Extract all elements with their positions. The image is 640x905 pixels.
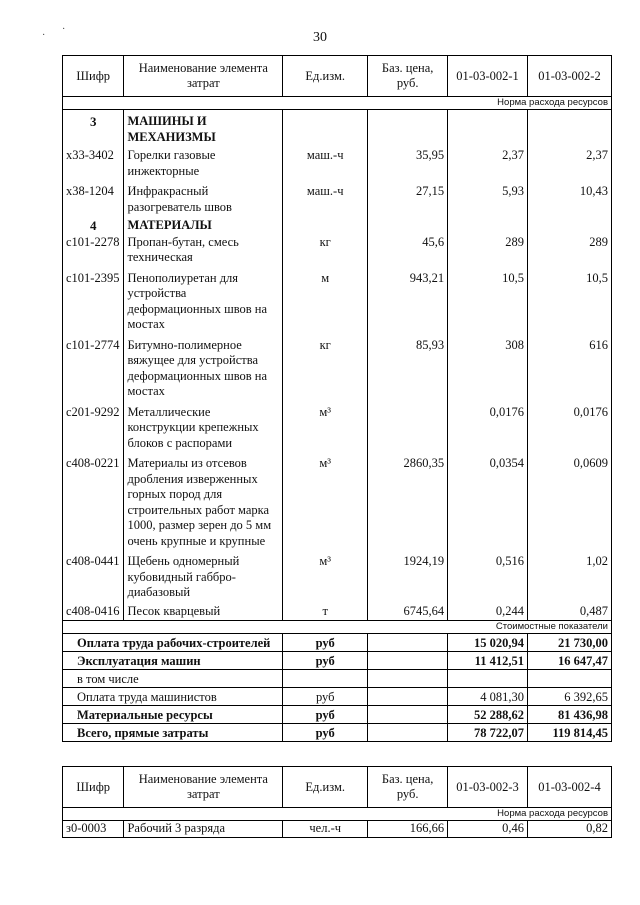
total-unit: руб [283,652,368,670]
row-name: Битумно-полимерное вяжущее для устройства деформационных швов на мостах [124,334,283,401]
header-price: Баз. цена, руб. [368,56,448,97]
row-price [368,401,448,453]
row-value-2: 289 [527,235,611,267]
row-price: 27,15 [368,180,448,216]
total-row [63,634,612,652]
row-unit: чел.-ч [283,821,368,838]
total-value-2: 119 814,45 [527,724,611,742]
section-row [63,216,612,235]
header-unit: Ед.изм. [283,767,368,808]
row-value-2: 10,5 [527,267,611,334]
row-value-2: 2,37 [527,146,611,180]
row-value-1: 0,244 [448,602,528,621]
total-value-2: 16 647,47 [527,652,611,670]
table-row [63,267,612,334]
total-row [63,688,612,706]
row-price: 1924,19 [368,550,448,602]
row-name: Инфракрасный разогреватель швов [124,180,283,216]
header-col2: 01-03-002-2 [527,56,611,97]
total-row [63,724,612,742]
row-price: 2860,35 [368,452,448,550]
cost-label: Стоимостные показатели [63,621,612,634]
total-price-empty [368,652,448,670]
total-unit: руб [283,724,368,742]
row-code: с101-2395 [63,267,124,334]
resource-table [62,55,612,742]
total-unit: руб [283,688,368,706]
total-price-empty [368,634,448,652]
row-code: с101-2774 [63,334,124,401]
table-header-row [63,56,612,97]
row-code: с408-0221 [63,452,124,550]
total-price-empty [368,706,448,724]
row-name: Материалы из отсевов дробления изверженных горных пород для строительных работ марка 1000, размер зерен до 5 мм очень крупные и крупные [124,452,283,550]
row-price [368,110,448,147]
total-value-2: 81 436,98 [527,706,611,724]
row-value-1: 2,37 [448,146,528,180]
row-price: 85,93 [368,334,448,401]
row-unit: м³ [283,550,368,602]
total-price-empty [368,670,448,688]
total-row [63,652,612,670]
row-name: Щебень одномерный кубовидный габбро-диабазовый [124,550,283,602]
header-col1: 01-03-002-1 [448,56,528,97]
row-unit [283,110,368,147]
row-name: Пенополиуретан для устройства деформационных швов на мостах [124,267,283,334]
total-name: Материальные ресурсы [63,706,283,724]
table-row [63,821,612,838]
total-price-empty [368,724,448,742]
row-unit: м³ [283,452,368,550]
row-name: Пропан-бутан, смесь техническая [124,235,283,267]
table-row [63,550,612,602]
total-value-1: 4 081,30 [448,688,528,706]
row-value-2: 0,82 [527,821,611,838]
row-unit: т [283,602,368,621]
row-name: МАШИНЫ И МЕХАНИЗМЫ [124,110,283,147]
row-value-2 [527,216,611,235]
page-number: 30 [313,30,327,45]
total-value-1: 78 722,07 [448,724,528,742]
row-value-2 [527,110,611,147]
row-value-2: 0,487 [527,602,611,621]
row-code: с408-0441 [63,550,124,602]
row-value-1: 0,46 [448,821,528,838]
total-name: Оплата труда рабочих-строителей [63,634,283,652]
row-name: МАТЕРИАЛЫ [124,216,283,235]
row-code: с101-2278 [63,235,124,267]
row-value-1: 289 [448,235,528,267]
header-price: Баз. цена, руб. [368,767,448,808]
row-code: 3 [63,110,124,147]
row-unit: кг [283,334,368,401]
row-code: с201-9292 [63,401,124,453]
total-value-1: 11 412,51 [448,652,528,670]
row-code: з0-0003 [63,821,124,838]
row-unit [283,216,368,235]
total-row [63,670,612,688]
row-value-1 [448,216,528,235]
row-value-1: 10,5 [448,267,528,334]
total-name: в том числе [63,670,283,688]
row-price: 943,21 [368,267,448,334]
table-row [63,452,612,550]
table-row [63,401,612,453]
total-name: Всего, прямые затраты [63,724,283,742]
row-price [368,216,448,235]
row-value-1: 0,0354 [448,452,528,550]
total-value-2 [527,670,611,688]
row-price: 6745,64 [368,602,448,621]
total-value-1: 52 288,62 [448,706,528,724]
row-value-2: 616 [527,334,611,401]
total-value-1: 15 020,94 [448,634,528,652]
row-unit: кг [283,235,368,267]
row-value-2: 1,02 [527,550,611,602]
row-name: Рабочий 3 разряда [124,821,283,838]
total-row [63,706,612,724]
header-unit: Ед.изм. [283,56,368,97]
row-name: Горелки газовые инжекторные [124,146,283,180]
header-col2: 01-03-002-4 [527,767,611,808]
header-code: Шифр [63,767,124,808]
row-value-1: 0,516 [448,550,528,602]
section-row [63,110,612,147]
row-value-2: 0,0609 [527,452,611,550]
scan-dot: · [62,24,66,35]
total-name: Эксплуатация машин [63,652,283,670]
row-value-2: 0,0176 [527,401,611,453]
row-name: Песок кварцевый [124,602,283,621]
total-unit: руб [283,706,368,724]
row-code: х38-1204 [63,180,124,216]
total-value-2: 21 730,00 [527,634,611,652]
table-row [63,146,612,180]
header-name: Наименование элемента затрат [124,767,283,808]
row-unit: м³ [283,401,368,453]
table2-header-row [63,767,612,808]
total-unit [283,670,368,688]
table-row [63,235,612,267]
row-value-2: 10,43 [527,180,611,216]
table-row [63,180,612,216]
total-unit: руб [283,634,368,652]
row-name: Металлические конструкции крепежных блоков с распорами [124,401,283,453]
row-price: 45,6 [368,235,448,267]
total-name: Оплата труда машинистов [63,688,283,706]
row-code: х33-3402 [63,146,124,180]
row-value-1: 0,0176 [448,401,528,453]
row-value-1 [448,110,528,147]
scan-dot: · [42,30,46,41]
row-value-1: 5,93 [448,180,528,216]
table-row [63,334,612,401]
header-col1: 01-03-002-3 [448,767,528,808]
norma-label: Норма расхода ресурсов [63,97,612,110]
header-name: Наименование элемента затрат [124,56,283,97]
header-code: Шифр [63,56,124,97]
row-unit: м [283,267,368,334]
total-price-empty [368,688,448,706]
row-price: 166,66 [368,821,448,838]
row-value-1: 308 [448,334,528,401]
row-code: с408-0416 [63,602,124,621]
norma-label: Норма расхода ресурсов [63,808,612,821]
total-value-2: 6 392,65 [527,688,611,706]
row-unit: маш.-ч [283,146,368,180]
table-row [63,602,612,621]
total-value-1 [448,670,528,688]
row-price: 35,95 [368,146,448,180]
resource-table-2 [62,766,612,838]
row-unit: маш.-ч [283,180,368,216]
row-code: 4 [63,216,124,235]
